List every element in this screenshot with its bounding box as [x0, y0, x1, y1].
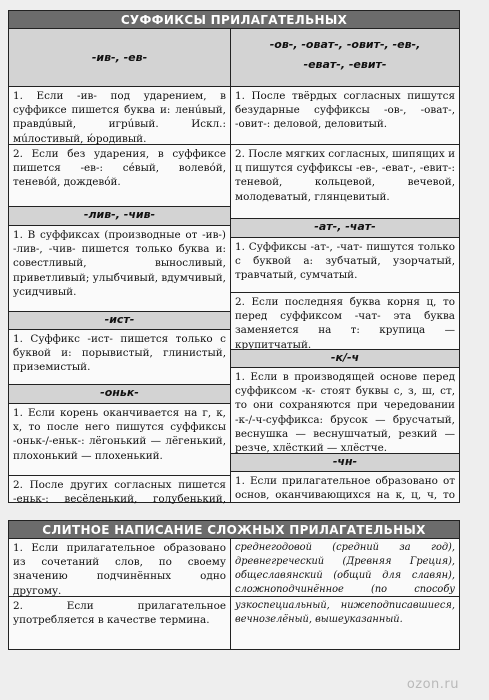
- compound-examples-2: узкоспециальный, нижеподписавшиеся, вечнозелёный, вышеуказанный.: [235, 600, 455, 625]
- watermark: ozon.ru: [406, 677, 459, 692]
- compound-rule-1: 1. Если прилагательное образовано из сочетаний слов, по своему значению подчинённых одно другому.: [9, 539, 230, 597]
- rule-ov-1: 1. После твёрдых согласных пишутся безударные суффиксы -ов-, -оват-, -овит-: деловой, деловитый.: [231, 87, 459, 145]
- rule-chn-1: 1. Если прилагательное образовано от основ, оканчивающихся на к, ц, ч, то: [235, 475, 455, 502]
- rule-onk-1: 1. Если корень оканчивается на г, к, х, то после него пишутся суффиксы -оньк-/-еньк-: лёгонький — лёгенький, плохонький — плохенький.: [9, 404, 230, 476]
- suffixes-table: [8, 10, 460, 503]
- left-column: [9, 539, 230, 649]
- rule-iv-2: 2. Если без ударения, в суффиксе пишется -ев-: сéвый, волевóй, теневóй, дождевóй.: [9, 145, 230, 207]
- header-liv-chiv: -лив-, -чив-: [9, 207, 230, 226]
- compound-rule-2: 2. Если прилагательное употребляется в качестве термина.: [13, 600, 226, 627]
- right-column: [231, 29, 459, 502]
- header-k-ch: -к/-ч: [231, 350, 459, 368]
- right-column: [231, 539, 459, 649]
- rule-k-1: 1. Если в производящей основе перед суффиксом -к- стоят буквы с, з, ш, ст, то они сохраняются при чередовании -к-/-ч-суффикса: брусок — брусчатый, веснушка — веснушчатый, резкий — резче, хлёсткий — хлёстче.: [231, 368, 459, 454]
- header-iv-ev: -ив-, -ев-: [9, 29, 230, 87]
- rule-at-1: 1. Суффиксы -ат-, -чат- пишутся только с буквой а: зубчатый, узорчатый, травчатый, сумчатый.: [231, 238, 459, 293]
- header-onk: -оньк-: [9, 385, 230, 404]
- compound-table-title: СЛИТНОЕ НАПИСАНИЕ СЛОЖНЫХ ПРИЛАГАТЕЛЬНЫХ: [9, 521, 459, 539]
- rule-ov-2: 2. После мягких согласных, шипящих и ц пишутся суффиксы -ев-, -еват-, -евит-: теневой, кольцевой, вечевой, молодеватый, глянцевитый.: [231, 145, 459, 219]
- header-ov-ev: -ов-, -оват-, -овит-, -ев-, -еват-, -евит-: [231, 29, 459, 87]
- compound-table: [8, 520, 460, 650]
- rule-iv-1: 1. Если -ив- под ударением, в суффиксе пишется буква и: ленúвый, правдúвый, игрúвый. Искл.: мúлостивый, ю́родивый.: [9, 87, 230, 145]
- header-at-chat: -ат-, -чат-: [231, 219, 459, 238]
- header-ist: -ист-: [9, 312, 230, 330]
- rule-onk-2: 2. После других согласных пишется -еньк-: весёленький, голубенький,: [13, 479, 226, 504]
- left-column: [9, 29, 230, 502]
- rule-at-2: 2. Если последняя буква корня ц, то перед суффиксом -чат- эта буква заменяется на т: крупица — крупитчатый.: [231, 293, 459, 350]
- rule-ist-1: 1. Суффикс -ист- пишется только с буквой и: порывистый, глинистый, приземистый.: [9, 330, 230, 385]
- rule-liv-1: 1. В суффиксах (производные от -ив-) -лив-, -чив- пишется только буква и: совестливый, выносливый, приветливый; улыбчивый, вдумчивый, усидчивый.: [9, 226, 230, 312]
- suffixes-table-title: СУФФИКСЫ ПРИЛАГАТЕЛЬНЫХ: [9, 11, 459, 29]
- compound-examples-1: среднегодовой (средний за год), древнегреческий (Древняя Греция), общеславянский (общий для славян), сложноподчинённое (по способу: [231, 539, 459, 597]
- header-chn: -чн-: [231, 454, 459, 472]
